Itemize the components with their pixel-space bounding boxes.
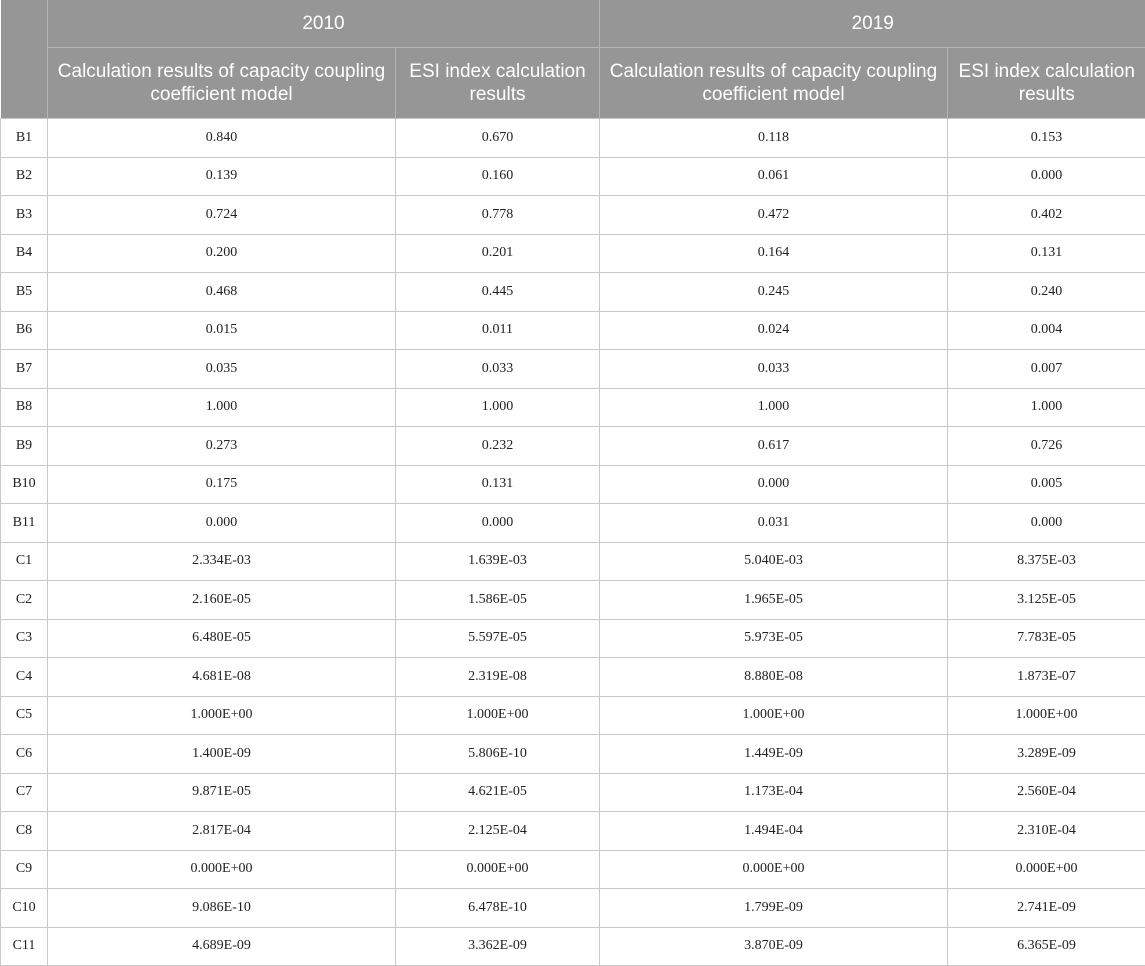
row-label: C10 xyxy=(1,889,48,928)
table-cell: 1.449E-09 xyxy=(600,735,948,774)
table-cell: 5.597E-05 xyxy=(396,619,600,658)
row-label: C6 xyxy=(1,735,48,774)
table-cell: 1.000 xyxy=(600,388,948,427)
table-cell: 1.000E+00 xyxy=(396,696,600,735)
table-cell: 9.871E-05 xyxy=(48,773,396,812)
row-label: C5 xyxy=(1,696,48,735)
table-cell: 8.880E-08 xyxy=(600,658,948,697)
table-row xyxy=(1,581,1145,620)
row-label: B3 xyxy=(1,196,48,235)
year-header-2010: 2010 xyxy=(48,0,600,48)
table-row xyxy=(1,542,1145,581)
table-cell: 6.365E-09 xyxy=(948,927,1145,966)
table-row xyxy=(1,388,1145,427)
table-cell: 0.139 xyxy=(48,157,396,196)
table-cell: 0.000E+00 xyxy=(600,850,948,889)
row-label: C3 xyxy=(1,619,48,658)
table-cell: 0.033 xyxy=(396,350,600,389)
table-cell: 3.289E-09 xyxy=(948,735,1145,774)
table-cell: 2.741E-09 xyxy=(948,889,1145,928)
table-cell: 0.118 xyxy=(600,119,948,158)
table-cell: 1.173E-04 xyxy=(600,773,948,812)
table-cell: 0.840 xyxy=(48,119,396,158)
table-cell: 9.086E-10 xyxy=(48,889,396,928)
row-label: B7 xyxy=(1,350,48,389)
table-cell: 1.000E+00 xyxy=(600,696,948,735)
row-label: B8 xyxy=(1,388,48,427)
table-cell: 2.125E-04 xyxy=(396,812,600,851)
table-cell: 1.000E+00 xyxy=(948,696,1145,735)
table-cell: 1.873E-07 xyxy=(948,658,1145,697)
table-cell: 5.973E-05 xyxy=(600,619,948,658)
row-label: C2 xyxy=(1,581,48,620)
row-label: B4 xyxy=(1,234,48,273)
subheader-capacity-2010: Calculation results of capacity coupling coefficient model xyxy=(48,48,396,119)
table-cell: 2.160E-05 xyxy=(48,581,396,620)
table-row xyxy=(1,850,1145,889)
table-cell: 0.007 xyxy=(948,350,1145,389)
table-cell: 0.468 xyxy=(48,273,396,312)
table-cell: 0.033 xyxy=(600,350,948,389)
table-row xyxy=(1,119,1145,158)
table-cell: 6.478E-10 xyxy=(396,889,600,928)
table-cell: 0.617 xyxy=(600,427,948,466)
table-cell: 3.362E-09 xyxy=(396,927,600,966)
table-cell: 5.806E-10 xyxy=(396,735,600,774)
year-header-2019: 2019 xyxy=(600,0,1145,48)
table-row xyxy=(1,735,1145,774)
table-cell: 1.000E+00 xyxy=(48,696,396,735)
table-cell: 1.494E-04 xyxy=(600,812,948,851)
table-cell: 1.639E-03 xyxy=(396,542,600,581)
table-header xyxy=(1,0,1145,119)
row-label: C11 xyxy=(1,927,48,966)
row-label: B9 xyxy=(1,427,48,466)
table-cell: 0.200 xyxy=(48,234,396,273)
table-row xyxy=(1,889,1145,928)
table-cell: 0.031 xyxy=(600,504,948,543)
table-cell: 0.153 xyxy=(948,119,1145,158)
table-cell: 0.004 xyxy=(948,311,1145,350)
row-label: B10 xyxy=(1,465,48,504)
table-cell: 0.670 xyxy=(396,119,600,158)
row-label: C4 xyxy=(1,658,48,697)
table-cell: 0.000 xyxy=(396,504,600,543)
row-label: B2 xyxy=(1,157,48,196)
table-cell: 2.334E-03 xyxy=(48,542,396,581)
row-label: B6 xyxy=(1,311,48,350)
table-cell: 0.000 xyxy=(600,465,948,504)
table-cell: 0.000 xyxy=(48,504,396,543)
table-row xyxy=(1,696,1145,735)
table-cell: 2.817E-04 xyxy=(48,812,396,851)
row-label: C8 xyxy=(1,812,48,851)
row-label: C1 xyxy=(1,542,48,581)
table-cell: 0.402 xyxy=(948,196,1145,235)
table-cell: 1.965E-05 xyxy=(600,581,948,620)
table-row xyxy=(1,311,1145,350)
table-cell: 7.783E-05 xyxy=(948,619,1145,658)
row-label: B1 xyxy=(1,119,48,158)
table-cell: 0.131 xyxy=(396,465,600,504)
table-cell: 2.319E-08 xyxy=(396,658,600,697)
table-cell: 2.560E-04 xyxy=(948,773,1145,812)
table-cell: 1.000 xyxy=(48,388,396,427)
row-label: C9 xyxy=(1,850,48,889)
table-cell: 0.015 xyxy=(48,311,396,350)
subheader-esi-2010: ESI index calculation results xyxy=(396,48,600,119)
table-cell: 0.000E+00 xyxy=(396,850,600,889)
table-cell: 0.201 xyxy=(396,234,600,273)
table-cell: 0.232 xyxy=(396,427,600,466)
table-cell: 0.778 xyxy=(396,196,600,235)
table-row xyxy=(1,658,1145,697)
table-cell: 0.724 xyxy=(48,196,396,235)
table-cell: 0.164 xyxy=(600,234,948,273)
table-row xyxy=(1,504,1145,543)
table-cell: 0.005 xyxy=(948,465,1145,504)
table-cell: 3.870E-09 xyxy=(600,927,948,966)
table-cell: 2.310E-04 xyxy=(948,812,1145,851)
table-cell: 1.586E-05 xyxy=(396,581,600,620)
subheader-esi-2019: ESI index calculation results xyxy=(948,48,1145,119)
corner-cell xyxy=(1,0,48,119)
table-row xyxy=(1,427,1145,466)
table-cell: 0.472 xyxy=(600,196,948,235)
table-cell: 4.621E-05 xyxy=(396,773,600,812)
table-cell: 0.000 xyxy=(948,157,1145,196)
table-cell: 0.024 xyxy=(600,311,948,350)
table-cell: 0.273 xyxy=(48,427,396,466)
table-row xyxy=(1,465,1145,504)
table-cell: 4.681E-08 xyxy=(48,658,396,697)
table-cell: 0.000 xyxy=(948,504,1145,543)
row-label: B5 xyxy=(1,273,48,312)
table-cell: 1.799E-09 xyxy=(600,889,948,928)
table-cell: 1.400E-09 xyxy=(48,735,396,774)
table-cell: 0.160 xyxy=(396,157,600,196)
table-cell: 1.000 xyxy=(396,388,600,427)
table-cell: 0.245 xyxy=(600,273,948,312)
table-cell: 6.480E-05 xyxy=(48,619,396,658)
table-cell: 3.125E-05 xyxy=(948,581,1145,620)
table-cell: 0.061 xyxy=(600,157,948,196)
table-cell: 0.000E+00 xyxy=(48,850,396,889)
table-row xyxy=(1,350,1145,389)
table-cell: 0.175 xyxy=(48,465,396,504)
table-row xyxy=(1,927,1145,966)
table-cell: 0.445 xyxy=(396,273,600,312)
table-row xyxy=(1,619,1145,658)
table-cell: 0.240 xyxy=(948,273,1145,312)
row-label: B11 xyxy=(1,504,48,543)
table-row xyxy=(1,773,1145,812)
table-cell: 5.040E-03 xyxy=(600,542,948,581)
subheader-capacity-2019: Calculation results of capacity coupling coefficient model xyxy=(600,48,948,119)
table-row xyxy=(1,273,1145,312)
table-cell: 0.726 xyxy=(948,427,1145,466)
table-row xyxy=(1,196,1145,235)
row-label: C7 xyxy=(1,773,48,812)
table-cell: 0.035 xyxy=(48,350,396,389)
table-cell: 0.011 xyxy=(396,311,600,350)
table-cell: 0.131 xyxy=(948,234,1145,273)
table-row xyxy=(1,234,1145,273)
table-cell: 8.375E-03 xyxy=(948,542,1145,581)
table-row xyxy=(1,812,1145,851)
table-cell: 0.000E+00 xyxy=(948,850,1145,889)
table-cell: 1.000 xyxy=(948,388,1145,427)
table-cell: 4.689E-09 xyxy=(48,927,396,966)
table-row xyxy=(1,157,1145,196)
table-body xyxy=(1,119,1145,966)
